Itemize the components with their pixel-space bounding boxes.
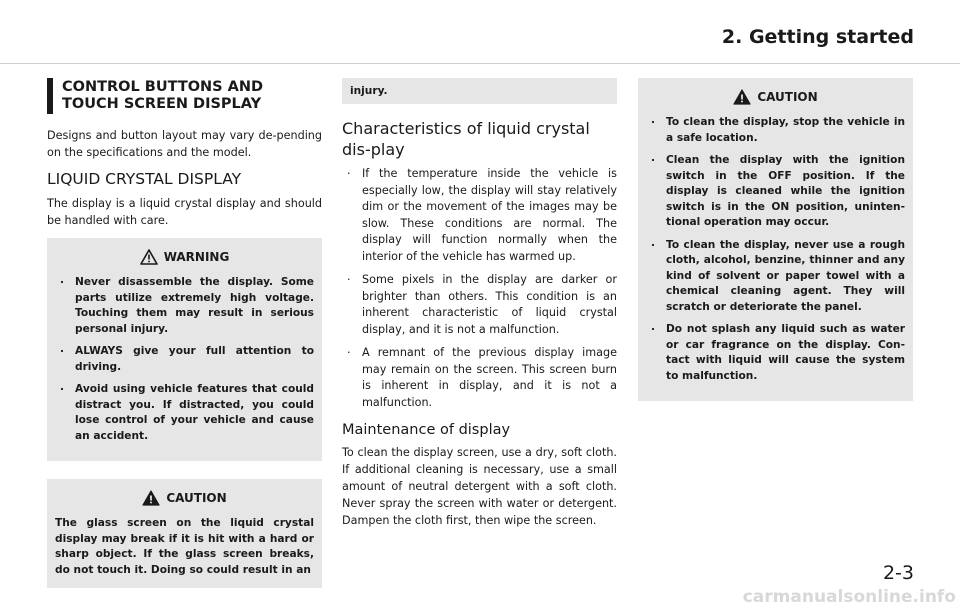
caution-title-row (646, 89, 905, 105)
column-3 (638, 78, 913, 415)
warning-item: . Avoid using vehicle features that could distract you. If distracted, you could lose control of your vehicle and cause an accident. (55, 382, 314, 444)
warning-triangle-icon (140, 249, 158, 265)
warning-box (47, 238, 322, 461)
warning-title-row (55, 249, 314, 265)
warning-item: . Never disassemble the display. Some parts utilize extremely high voltage. Touching them may result in serious personal injury. (55, 275, 314, 337)
chapter-title: 2. Getting started (721, 26, 914, 48)
warning-item: . ALWAYS give your full attention to driving. (55, 344, 314, 375)
caution-continuation: injury. (342, 78, 617, 104)
caution-item: . Do not splash any liquid such as water or car fragrance on the display. Con-tact with liquid will cause the system to malfunction. (646, 322, 905, 384)
maintenance-heading: Maintenance of display (342, 422, 511, 438)
warning-title: WARNING (163, 250, 230, 264)
caution-item: . Clean the display with the ignition switch in the OFF position. If the display is cleaned while the ignition switch is in the ON position, uninten-tional operation may occur. (646, 153, 905, 231)
characteristics-heading: Characteristics of liquid crystal dis-play (342, 119, 590, 159)
caution-item: . To clean the display, never use a rough cloth, alcohol, benzine, thinner and any kind of solvent or paper towel with a chemical cleaning agent. They will scratch or deteriorate the panel. (646, 238, 905, 316)
caution-title: CAUTION (757, 90, 818, 104)
caution-triangle-icon (142, 490, 160, 506)
caution-box (638, 78, 913, 401)
caution-text: The glass screen on the liquid crystal display may break if it is hit with a hard or sharp object. If the glass screen breaks, do not touch it. Doing so could result in an (55, 517, 314, 576)
caution-box (47, 479, 322, 588)
lcd-heading: LIQUID CRYSTAL DISPLAY (47, 170, 242, 188)
list-item: . A remnant of the previous display image may remain on the screen. This screen burn is inherent in display, and it is not a malfunction. (342, 345, 617, 411)
page-number: 2-3 (882, 562, 914, 584)
section-heading: CONTROL BUTTONS AND TOUCH SCREEN DISPLAY (47, 78, 322, 114)
column-1 (47, 78, 322, 602)
list-item: . Some pixels in the display are darker or brighter than others. This condition is an inherent characteristic of liquid crystal display, and it is not a malfunction. (342, 272, 617, 338)
intro-paragraph: Designs and button layout may vary de-pending on the specifications and the model. (47, 129, 322, 159)
header-divider (0, 63, 960, 64)
caution-title-row (55, 490, 314, 506)
maintenance-paragraph: To clean the display screen, use a dry, soft cloth. If additional cleaning is necessary, use a small amount of neutral detergent with a soft cloth. Never spray the screen with water or detergent. Dampen the cloth first, then wipe the screen. (342, 446, 617, 527)
list-item: . If the temperature inside the vehicle is especially low, the display will stay relatively dim or the movement of the images may be slow. These conditions are normal. The display will function normally when the interior of the vehicle has warmed up. (342, 166, 617, 265)
caution-item: . To clean the display, stop the vehicle in a safe location. (646, 115, 905, 146)
caution-title: CAUTION (166, 491, 227, 505)
watermark: carmanualsonline.info (742, 587, 956, 607)
lcd-paragraph: The display is a liquid crystal display and should be handled with care. (47, 197, 322, 227)
caution-triangle-icon (733, 89, 751, 105)
characteristics-list (342, 166, 617, 411)
column-2 (342, 78, 617, 538)
